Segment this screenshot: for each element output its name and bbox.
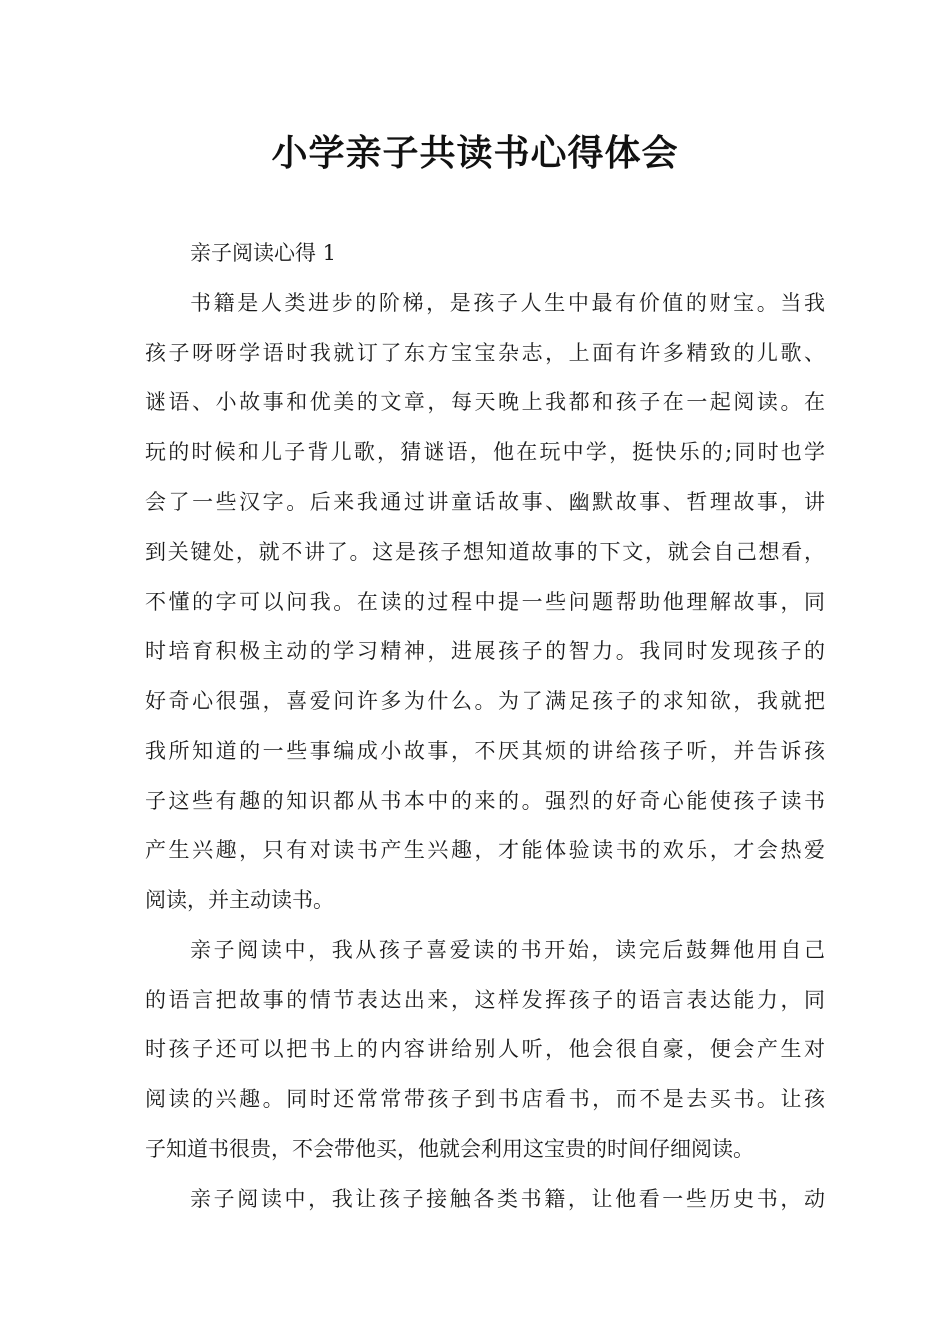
paragraph-line: 阅读，并主动读书。 bbox=[145, 888, 334, 912]
document-title: 小学亲子共读书心得体会 bbox=[271, 133, 679, 174]
paragraph-line: 亲子阅读中，我让孩子接触各类书籍，让他看一些历史书，动 bbox=[190, 1187, 825, 1211]
paragraph-line: 产生兴趣，只有对读书产生兴趣，才能体验读书的欢乐，才会热爱 bbox=[145, 838, 825, 862]
paragraph-line: 子知道书很贵，不会带他买，他就会利用这宝贵的时间仔细阅读。 bbox=[145, 1137, 754, 1161]
paragraph-line: 好奇心很强，喜爱问许多为什么。为了满足孩子的求知欲，我就把 bbox=[145, 689, 825, 713]
paragraph-line: 亲子阅读中，我从孩子喜爱读的书开始，读完后鼓舞他用自己 bbox=[190, 938, 825, 962]
paragraph-line: 谜语、小故事和优美的文章，每天晚上我都和孩子在一起阅读。在 bbox=[145, 390, 825, 414]
paragraph-line: 孩子呀呀学语时我就订了东方宝宝杂志，上面有许多精致的儿歌、 bbox=[145, 341, 825, 365]
paragraph-line: 会了一些汉字。后来我通过讲童话故事、幽默故事、哲理故事，讲 bbox=[145, 490, 825, 514]
paragraph-line: 时孩子还可以把书上的内容讲给别人听，他会很自豪，便会产生对 bbox=[145, 1037, 825, 1061]
paragraph-line: 书籍是人类进步的阶梯，是孩子人生中最有价值的财宝。当我 bbox=[190, 291, 825, 315]
paragraph-line: 子这些有趣的知识都从书本中的来的。强烈的好奇心能使孩子读书 bbox=[145, 789, 825, 813]
paragraph-line: 的语言把故事的情节表达出来，这样发挥孩子的语言表达能力，同 bbox=[145, 988, 825, 1012]
paragraph-line: 时培育积极主动的学习精神，进展孩子的智力。我同时发现孩子的 bbox=[145, 639, 825, 663]
paragraph-line: 不懂的字可以问我。在读的过程中提一些问题帮助他理解故事，同 bbox=[145, 590, 825, 614]
paragraph-line: 阅读的兴趣。同时还常常带孩子到书店看书，而不是去买书。让孩 bbox=[145, 1087, 825, 1111]
paragraph-line: 玩的时候和儿子背儿歌，猜谜语，他在玩中学，挺快乐的;同时也学 bbox=[145, 440, 825, 464]
paragraph-line: 我所知道的一些事编成小故事，不厌其烦的讲给孩子听，并告诉孩 bbox=[145, 739, 825, 763]
paragraph-line: 到关键处，就不讲了。这是孩子想知道故事的下文，就会自己想看， bbox=[145, 540, 825, 564]
section-heading: 亲子阅读心得 1 bbox=[190, 241, 337, 265]
